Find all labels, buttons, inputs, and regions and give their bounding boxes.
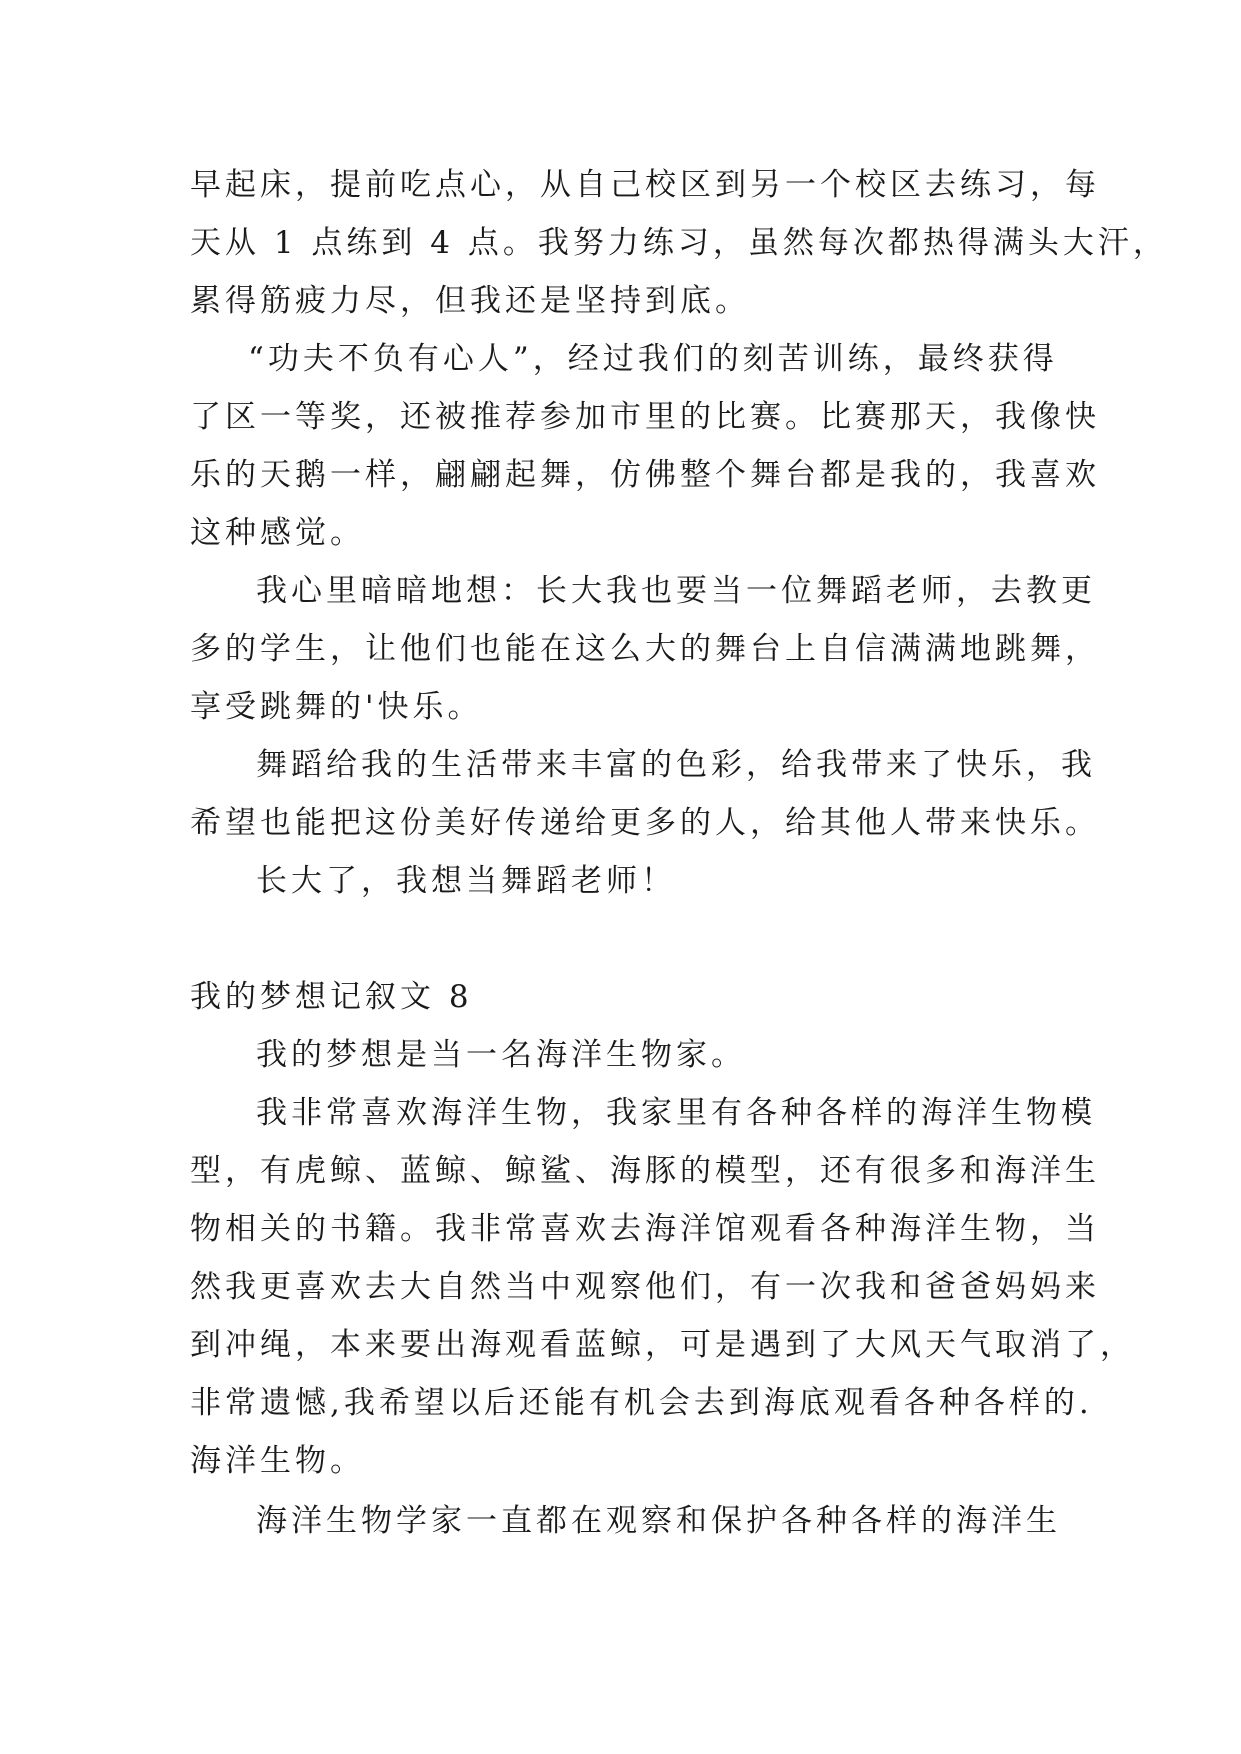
paragraph-3-line-1: 我心里暗暗地想：长大我也要当一位舞蹈老师，去教更 bbox=[256, 573, 1096, 609]
paragraph-2-line-4: 这种感觉。 bbox=[190, 515, 365, 551]
paragraph-7-line-1: 我非常喜欢海洋生物，我家里有各种各样的海洋生物模 bbox=[256, 1095, 1096, 1131]
section-title: 我的梦想记叙文 8 bbox=[190, 979, 473, 1015]
paragraph-6-line-1: 我的梦想是当一名海洋生物家。 bbox=[256, 1037, 746, 1073]
paragraph-7-line-7: 海洋生物。 bbox=[190, 1443, 365, 1479]
paragraph-2-line-2: 了区一等奖，还被推荐参加市里的比赛。比赛那天，我像快 bbox=[190, 399, 1100, 435]
paragraph-2-line-1: “功夫不负有心人”，经过我们的刻苦训练，最终获得 bbox=[248, 341, 1058, 377]
paragraph-2-line-3: 乐的天鹅一样，翩翩起舞，仿佛整个舞台都是我的，我喜欢 bbox=[190, 457, 1100, 493]
paragraph-4-line-2: 希望也能把这份美好传递给更多的人，给其他人带来快乐。 bbox=[190, 805, 1100, 841]
paragraph-7-line-4: 然我更喜欢去大自然当中观察他们，有一次我和爸爸妈妈来 bbox=[190, 1269, 1100, 1305]
paragraph-8-line-1: 海洋生物学家一直都在观察和保护各种各样的海洋生 bbox=[256, 1503, 1061, 1539]
paragraph-7-line-3: 物相关的书籍。我非常喜欢去海洋馆观看各种海洋生物，当 bbox=[190, 1211, 1100, 1247]
paragraph-4-line-1: 舞蹈给我的生活带来丰富的色彩，给我带来了快乐，我 bbox=[256, 747, 1096, 783]
paragraph-7-line-5: 到冲绳，本来要出海观看蓝鲸，可是遇到了大风天气取消了， bbox=[190, 1327, 1135, 1363]
paragraph-1-line-1: 早起床，提前吃点心，从自己校区到另一个校区去练习，每 bbox=[190, 167, 1100, 203]
paragraph-3-line-2: 多的学生，让他们也能在这么大的舞台上自信满满地跳舞， bbox=[190, 631, 1100, 667]
paragraph-7-line-2: 型，有虎鲸、蓝鲸、鲸鲨、海豚的模型，还有很多和海洋生 bbox=[190, 1153, 1100, 1189]
paragraph-1-line-2: 天从 1 点练到 4 点。我努力练习，虽然每次都热得满头大汗， bbox=[190, 225, 1168, 261]
paragraph-3-line-3: 享受跳舞的'快乐。 bbox=[190, 689, 483, 725]
paragraph-7-line-6: 非常遗憾,我希望以后还能有机会去到海底观看各种各样的. bbox=[190, 1385, 1093, 1421]
paragraph-5-line-1: 长大了，我想当舞蹈老师！ bbox=[256, 863, 676, 899]
paragraph-1-line-3: 累得筋疲力尽，但我还是坚持到底。 bbox=[190, 283, 750, 319]
